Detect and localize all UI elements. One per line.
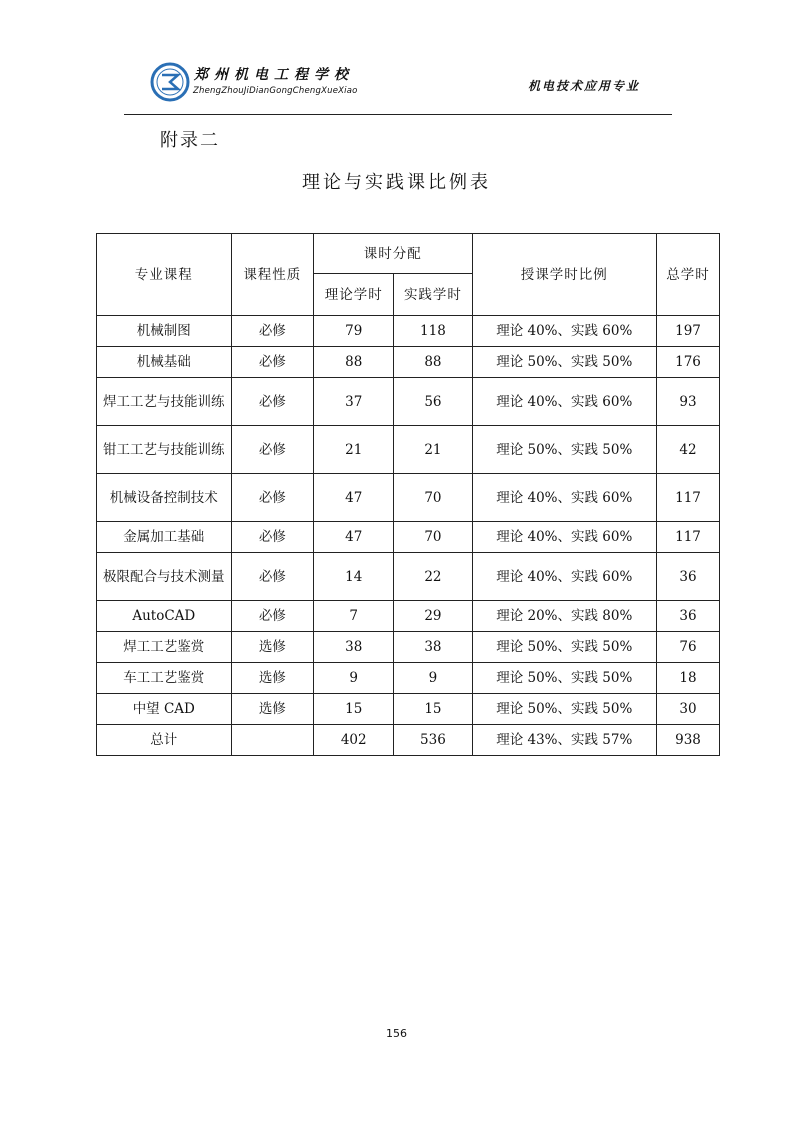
practice-hours-cell: 70 — [394, 474, 472, 522]
nature-cell: 必修 — [231, 522, 313, 553]
ratio-table — [96, 233, 720, 756]
nature-cell: 必修 — [231, 347, 313, 378]
header-ratio: 授课学时比例 — [472, 234, 657, 316]
ratio-cell: 理论 50%、实践 50% — [472, 347, 657, 378]
theory-hours-cell: 38 — [314, 632, 394, 663]
ratio-cell: 理论 40%、实践 60% — [472, 316, 657, 347]
practice-hours-cell: 29 — [394, 601, 472, 632]
total-hours-cell: 30 — [657, 694, 720, 725]
total-hours-cell: 197 — [657, 316, 720, 347]
table-row — [97, 694, 720, 725]
course-cell: 钳工工艺与技能训练 — [97, 426, 232, 474]
school-pinyin: ZhengZhouJiDianGongChengXueXiao — [193, 86, 358, 96]
course-cell: 焊工工艺与技能训练 — [97, 378, 232, 426]
theory-hours-cell: 9 — [314, 663, 394, 694]
total-hours-cell: 117 — [657, 474, 720, 522]
course-cell: 车工工艺鉴赏 — [97, 663, 232, 694]
nature-cell: 选修 — [231, 632, 313, 663]
practice-hours-cell: 118 — [394, 316, 472, 347]
school-logo-icon — [150, 62, 190, 102]
nature-cell: 必修 — [231, 316, 313, 347]
ratio-cell: 理论 50%、实践 50% — [472, 632, 657, 663]
nature-cell: 必修 — [231, 553, 313, 601]
ratio-cell: 理论 40%、实践 60% — [472, 378, 657, 426]
course-cell: 中望 CAD — [97, 694, 232, 725]
ratio-cell: 理论 40%、实践 60% — [472, 522, 657, 553]
theory-hours-cell: 88 — [314, 347, 394, 378]
practice-hours-cell: 56 — [394, 378, 472, 426]
header-course: 专业课程 — [97, 234, 232, 316]
nature-cell: 选修 — [231, 694, 313, 725]
ratio-cell: 理论 50%、实践 50% — [472, 426, 657, 474]
practice-hours-cell: 9 — [394, 663, 472, 694]
total-hours-cell: 176 — [657, 347, 720, 378]
ratio-cell: 理论 20%、实践 80% — [472, 601, 657, 632]
table-row — [97, 725, 720, 756]
table-body — [97, 316, 720, 756]
nature-cell: 必修 — [231, 601, 313, 632]
course-cell: AutoCAD — [97, 601, 232, 632]
practice-hours-cell: 15 — [394, 694, 472, 725]
major-name: 机电技术应用专业 — [528, 79, 641, 93]
table-row — [97, 378, 720, 426]
total-hours-cell: 93 — [657, 378, 720, 426]
table-row — [97, 522, 720, 553]
course-cell: 机械基础 — [97, 347, 232, 378]
nature-cell: 必修 — [231, 474, 313, 522]
nature-cell — [231, 725, 313, 756]
theory-hours-cell: 47 — [314, 474, 394, 522]
header-theory-hours: 理论学时 — [314, 274, 394, 316]
table-row — [97, 553, 720, 601]
course-cell: 焊工工艺鉴赏 — [97, 632, 232, 663]
theory-hours-cell: 21 — [314, 426, 394, 474]
table-title: 理论与实践课比例表 — [302, 172, 491, 193]
nature-cell: 必修 — [231, 378, 313, 426]
practice-hours-cell: 536 — [394, 725, 472, 756]
practice-hours-cell: 38 — [394, 632, 472, 663]
theory-hours-cell: 79 — [314, 316, 394, 347]
header-nature: 课程性质 — [231, 234, 313, 316]
header-divider — [124, 114, 672, 115]
course-cell: 机械设备控制技术 — [97, 474, 232, 522]
school-name: 郑州机电工程学校 — [194, 67, 354, 83]
nature-cell: 必修 — [231, 426, 313, 474]
theory-hours-cell: 37 — [314, 378, 394, 426]
table-row — [97, 474, 720, 522]
total-hours-cell: 76 — [657, 632, 720, 663]
ratio-cell: 理论 50%、实践 50% — [472, 694, 657, 725]
total-hours-cell: 117 — [657, 522, 720, 553]
total-hours-cell: 938 — [657, 725, 720, 756]
table-row — [97, 316, 720, 347]
total-hours-cell: 36 — [657, 553, 720, 601]
table-row — [97, 663, 720, 694]
page-number: 156 — [386, 1027, 407, 1040]
header-practice-hours: 实践学时 — [394, 274, 472, 316]
header-total: 总学时 — [657, 234, 720, 316]
practice-hours-cell: 22 — [394, 553, 472, 601]
ratio-cell: 理论 50%、实践 50% — [472, 663, 657, 694]
course-cell: 机械制图 — [97, 316, 232, 347]
theory-hours-cell: 402 — [314, 725, 394, 756]
course-cell: 金属加工基础 — [97, 522, 232, 553]
appendix-label: 附录二 — [160, 130, 220, 151]
table-row — [97, 347, 720, 378]
header-hours-alloc: 课时分配 — [314, 234, 472, 274]
page-header — [0, 0, 793, 118]
total-hours-cell: 18 — [657, 663, 720, 694]
ratio-cell: 理论 40%、实践 60% — [472, 474, 657, 522]
practice-hours-cell: 88 — [394, 347, 472, 378]
practice-hours-cell: 21 — [394, 426, 472, 474]
table-row — [97, 601, 720, 632]
course-cell: 总计 — [97, 725, 232, 756]
course-cell: 极限配合与技术测量 — [97, 553, 232, 601]
table-row — [97, 426, 720, 474]
theory-hours-cell: 7 — [314, 601, 394, 632]
ratio-cell: 理论 40%、实践 60% — [472, 553, 657, 601]
theory-hours-cell: 14 — [314, 553, 394, 601]
ratio-cell: 理论 43%、实践 57% — [472, 725, 657, 756]
nature-cell: 选修 — [231, 663, 313, 694]
total-hours-cell: 36 — [657, 601, 720, 632]
total-hours-cell: 42 — [657, 426, 720, 474]
practice-hours-cell: 70 — [394, 522, 472, 553]
theory-hours-cell: 15 — [314, 694, 394, 725]
theory-hours-cell: 47 — [314, 522, 394, 553]
table-row — [97, 632, 720, 663]
